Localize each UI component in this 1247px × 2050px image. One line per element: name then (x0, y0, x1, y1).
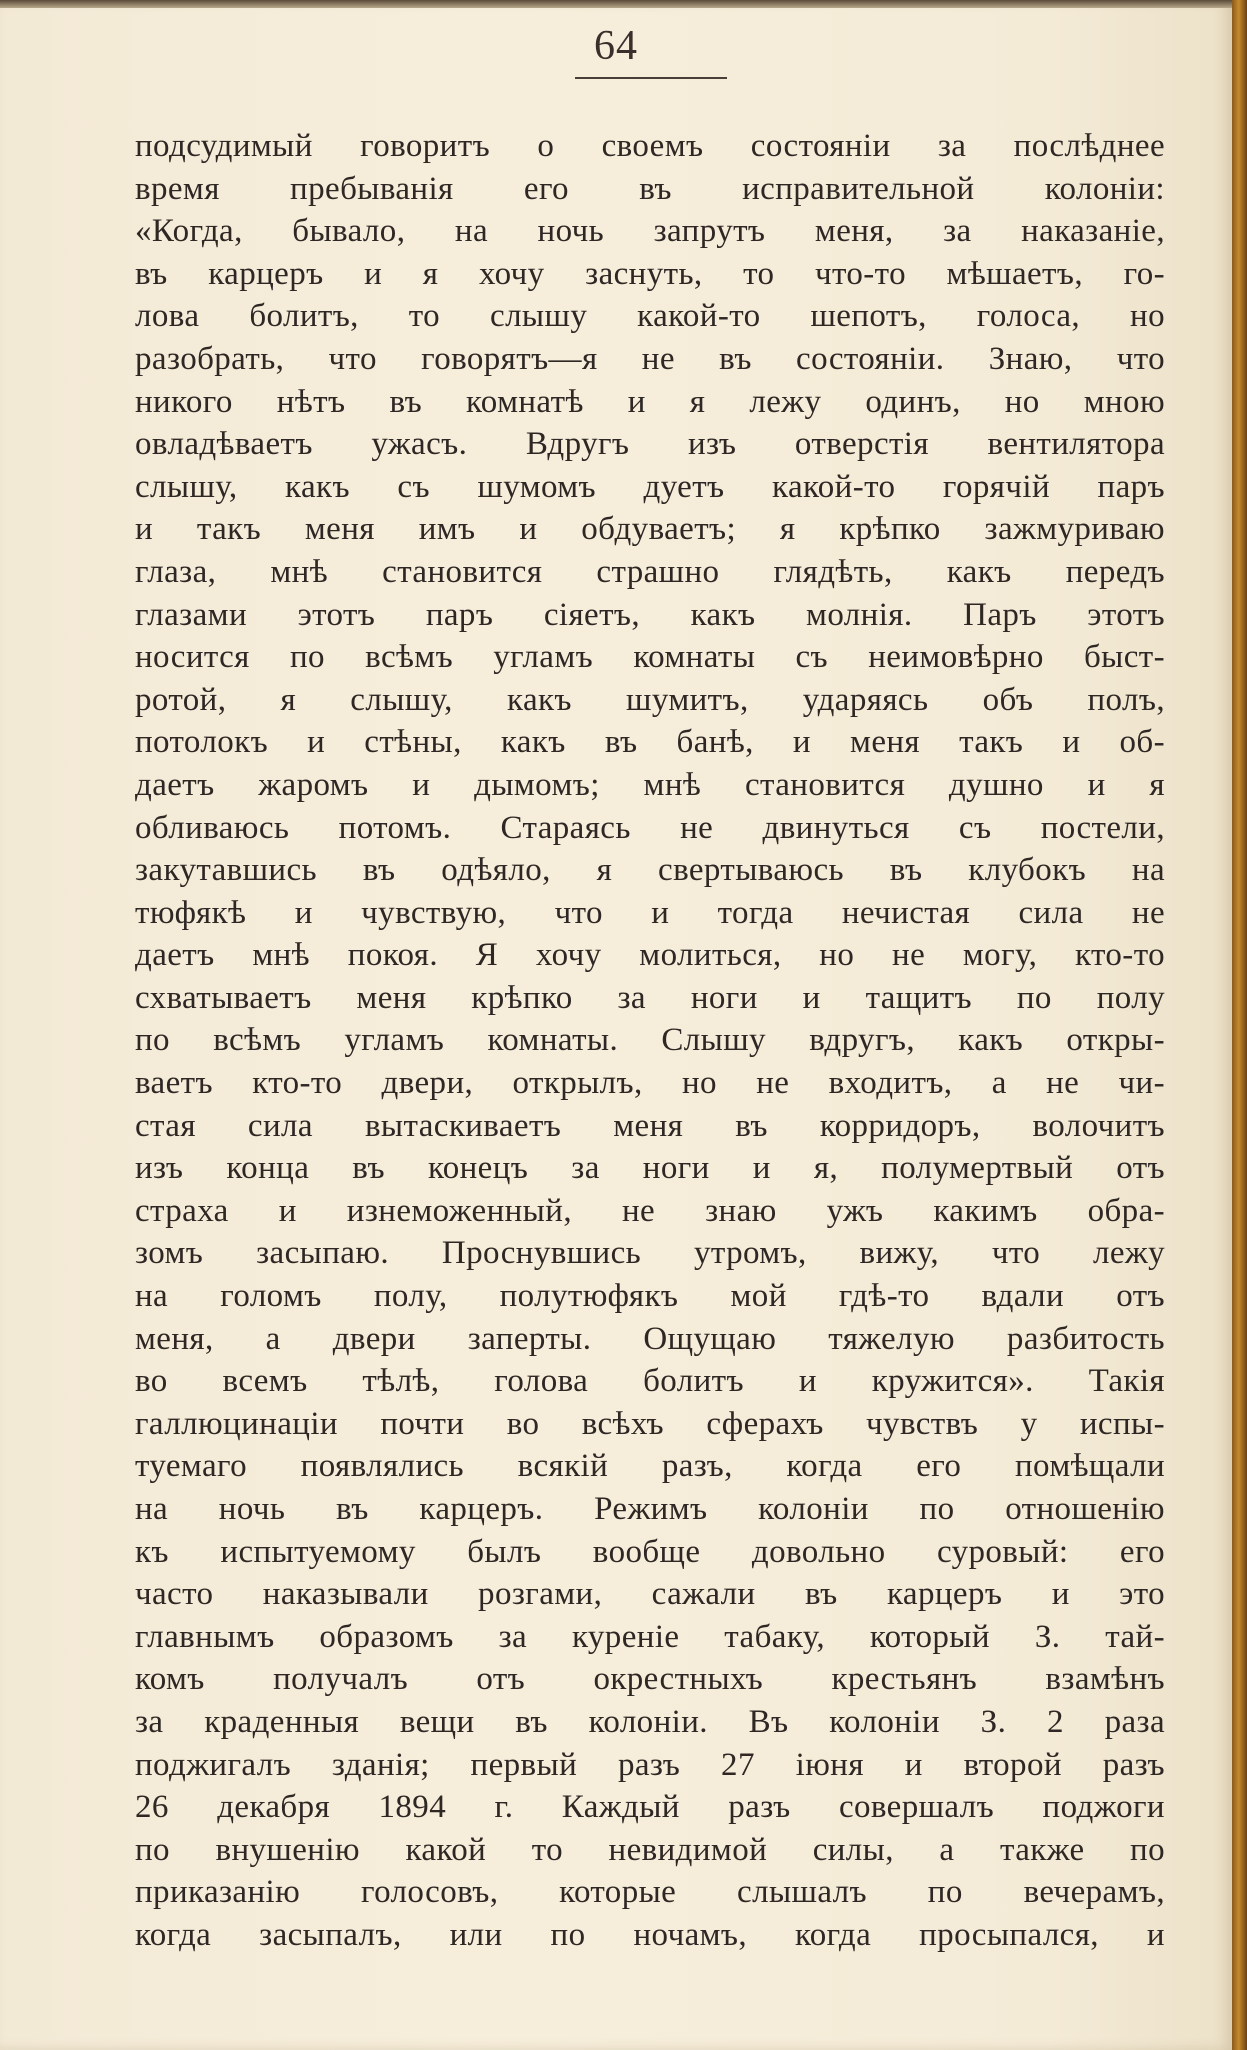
text-line: изъ конца въ конецъ за ноги и я, полумертвый отъ (135, 1150, 1165, 1187)
text-line: на голомъ полу, полутюфякъ мой гдѣ-то вдали отъ (135, 1278, 1165, 1315)
text-line: носится по всѣмъ угламъ комнаты съ неимовѣрно быст- (135, 639, 1165, 676)
text-line: овладѣваетъ ужасъ. Вдругъ изъ отверстiя вентилятора (135, 426, 1165, 463)
text-line: комъ получалъ отъ окрестныхъ крестьянъ взамѣнъ (135, 1661, 1165, 1698)
text-line: никого нѣтъ въ комнатѣ и я лежу одинъ, но мною (135, 383, 1165, 420)
page-top-shadow (0, 0, 1232, 8)
text-line: по внушенiю какой то невидимой силы, а также по (135, 1831, 1165, 1868)
text-line: глаза, мнѣ становится страшно глядѣть, какъ передъ (135, 553, 1165, 590)
page-number: 64 (594, 23, 638, 69)
text-line: когда засыпалъ, или по ночамъ, когда просыпался, и (135, 1916, 1165, 1953)
text-line: зомъ засыпаю. Проснувшись утромъ, вижу, что лежу (135, 1235, 1165, 1272)
text-line: приказанiю голосовъ, которые слышалъ по вечерамъ, (135, 1874, 1165, 1911)
text-line: по всѣмъ угламъ комнаты. Слышу вдругъ, какъ откры- (135, 1022, 1165, 1059)
text-line: меня, а двери заперты. Ощущаю тяжелую разбитость (135, 1320, 1165, 1357)
text-line: страха и изнеможенный, не знаю ужъ какимъ обра- (135, 1192, 1165, 1229)
text-line: обливаюсь потомъ. Стараясь не двинуться съ постели, (135, 809, 1165, 846)
body-text (135, 125, 1165, 1957)
text-line: 26 декабря 1894 г. Каждый разъ совершалъ поджоги (135, 1789, 1165, 1826)
text-line: «Когда, бывало, на ночь запрутъ меня, за наказанiе, (135, 213, 1165, 250)
page-number-rule (575, 77, 727, 79)
text-line: главнымъ образомъ за куренiе табаку, который З. тай- (135, 1618, 1165, 1655)
text-line: лова болитъ, то слышу какой-то шепотъ, голоса, но (135, 298, 1165, 335)
text-line: часто наказывали розгами, сажали въ карцеръ и это (135, 1576, 1165, 1613)
text-line: за краденныя вещи въ колонiи. Въ колонiи З. 2 раза (135, 1703, 1165, 1740)
text-line: подсудимый говоритъ о своемъ состоянiи за послѣднее (135, 128, 1165, 164)
text-line: закутавшись въ одѣяло, я свертываюсь въ клубокъ на (135, 852, 1165, 889)
text-line: въ карцеръ и я хочу заснуть, то что-то мѣшаетъ, го- (135, 255, 1165, 292)
text-line: и такъ меня имъ и обдуваетъ; я крѣпко зажмуриваю (135, 511, 1165, 548)
text-line: туемаго появлялись всякiй разъ, когда его помѣщали (135, 1448, 1165, 1485)
text-line: стая сила вытаскиваетъ меня въ корридоръ, волочитъ (135, 1107, 1165, 1144)
text-line: ротой, я слышу, какъ шумитъ, ударяясь объ полъ, (135, 681, 1165, 718)
book-edge (1232, 0, 1247, 2050)
text-line: потолокъ и стѣны, какъ въ банѣ, и меня такъ и об- (135, 724, 1165, 761)
text-line: ваетъ кто-то двери, открылъ, но не входитъ, а не чи- (135, 1065, 1165, 1102)
text-line: разобрать, что говорятъ—я не въ состоянiи. Знаю, что (135, 340, 1165, 377)
text-line: во всемъ тѣлѣ, голова болитъ и кружится». Такiя (135, 1363, 1165, 1400)
text-line: къ испытуемому былъ вообще довольно суровый: его (135, 1533, 1165, 1570)
text-line: даетъ мнѣ покоя. Я хочу молиться, но не могу, кто-то (135, 937, 1165, 974)
text-line: поджигалъ зданiя; первый разъ 27 iюня и второй разъ (135, 1746, 1165, 1783)
text-line: время пребыванiя его въ исправительной колонiи: (135, 170, 1165, 207)
text-line: слышу, какъ съ шумомъ дуетъ какой-то горячiй паръ (135, 468, 1165, 505)
text-line: на ночь въ карцеръ. Режимъ колонiи по отношенiю (135, 1491, 1165, 1527)
text-line: галлюцинацiи почти во всѣхъ сферахъ чувствъ у испы- (135, 1405, 1165, 1442)
text-line: схватываетъ меня крѣпко за ноги и тащитъ по полу (135, 979, 1165, 1016)
text-line: даетъ жаромъ и дымомъ; мнѣ становится душно и я (135, 766, 1165, 803)
text-line: тюфякѣ и чувствую, что и тогда нечистая сила не (135, 894, 1165, 931)
text-line: глазами этотъ паръ сiяетъ, какъ молнiя. Паръ этотъ (135, 596, 1165, 633)
